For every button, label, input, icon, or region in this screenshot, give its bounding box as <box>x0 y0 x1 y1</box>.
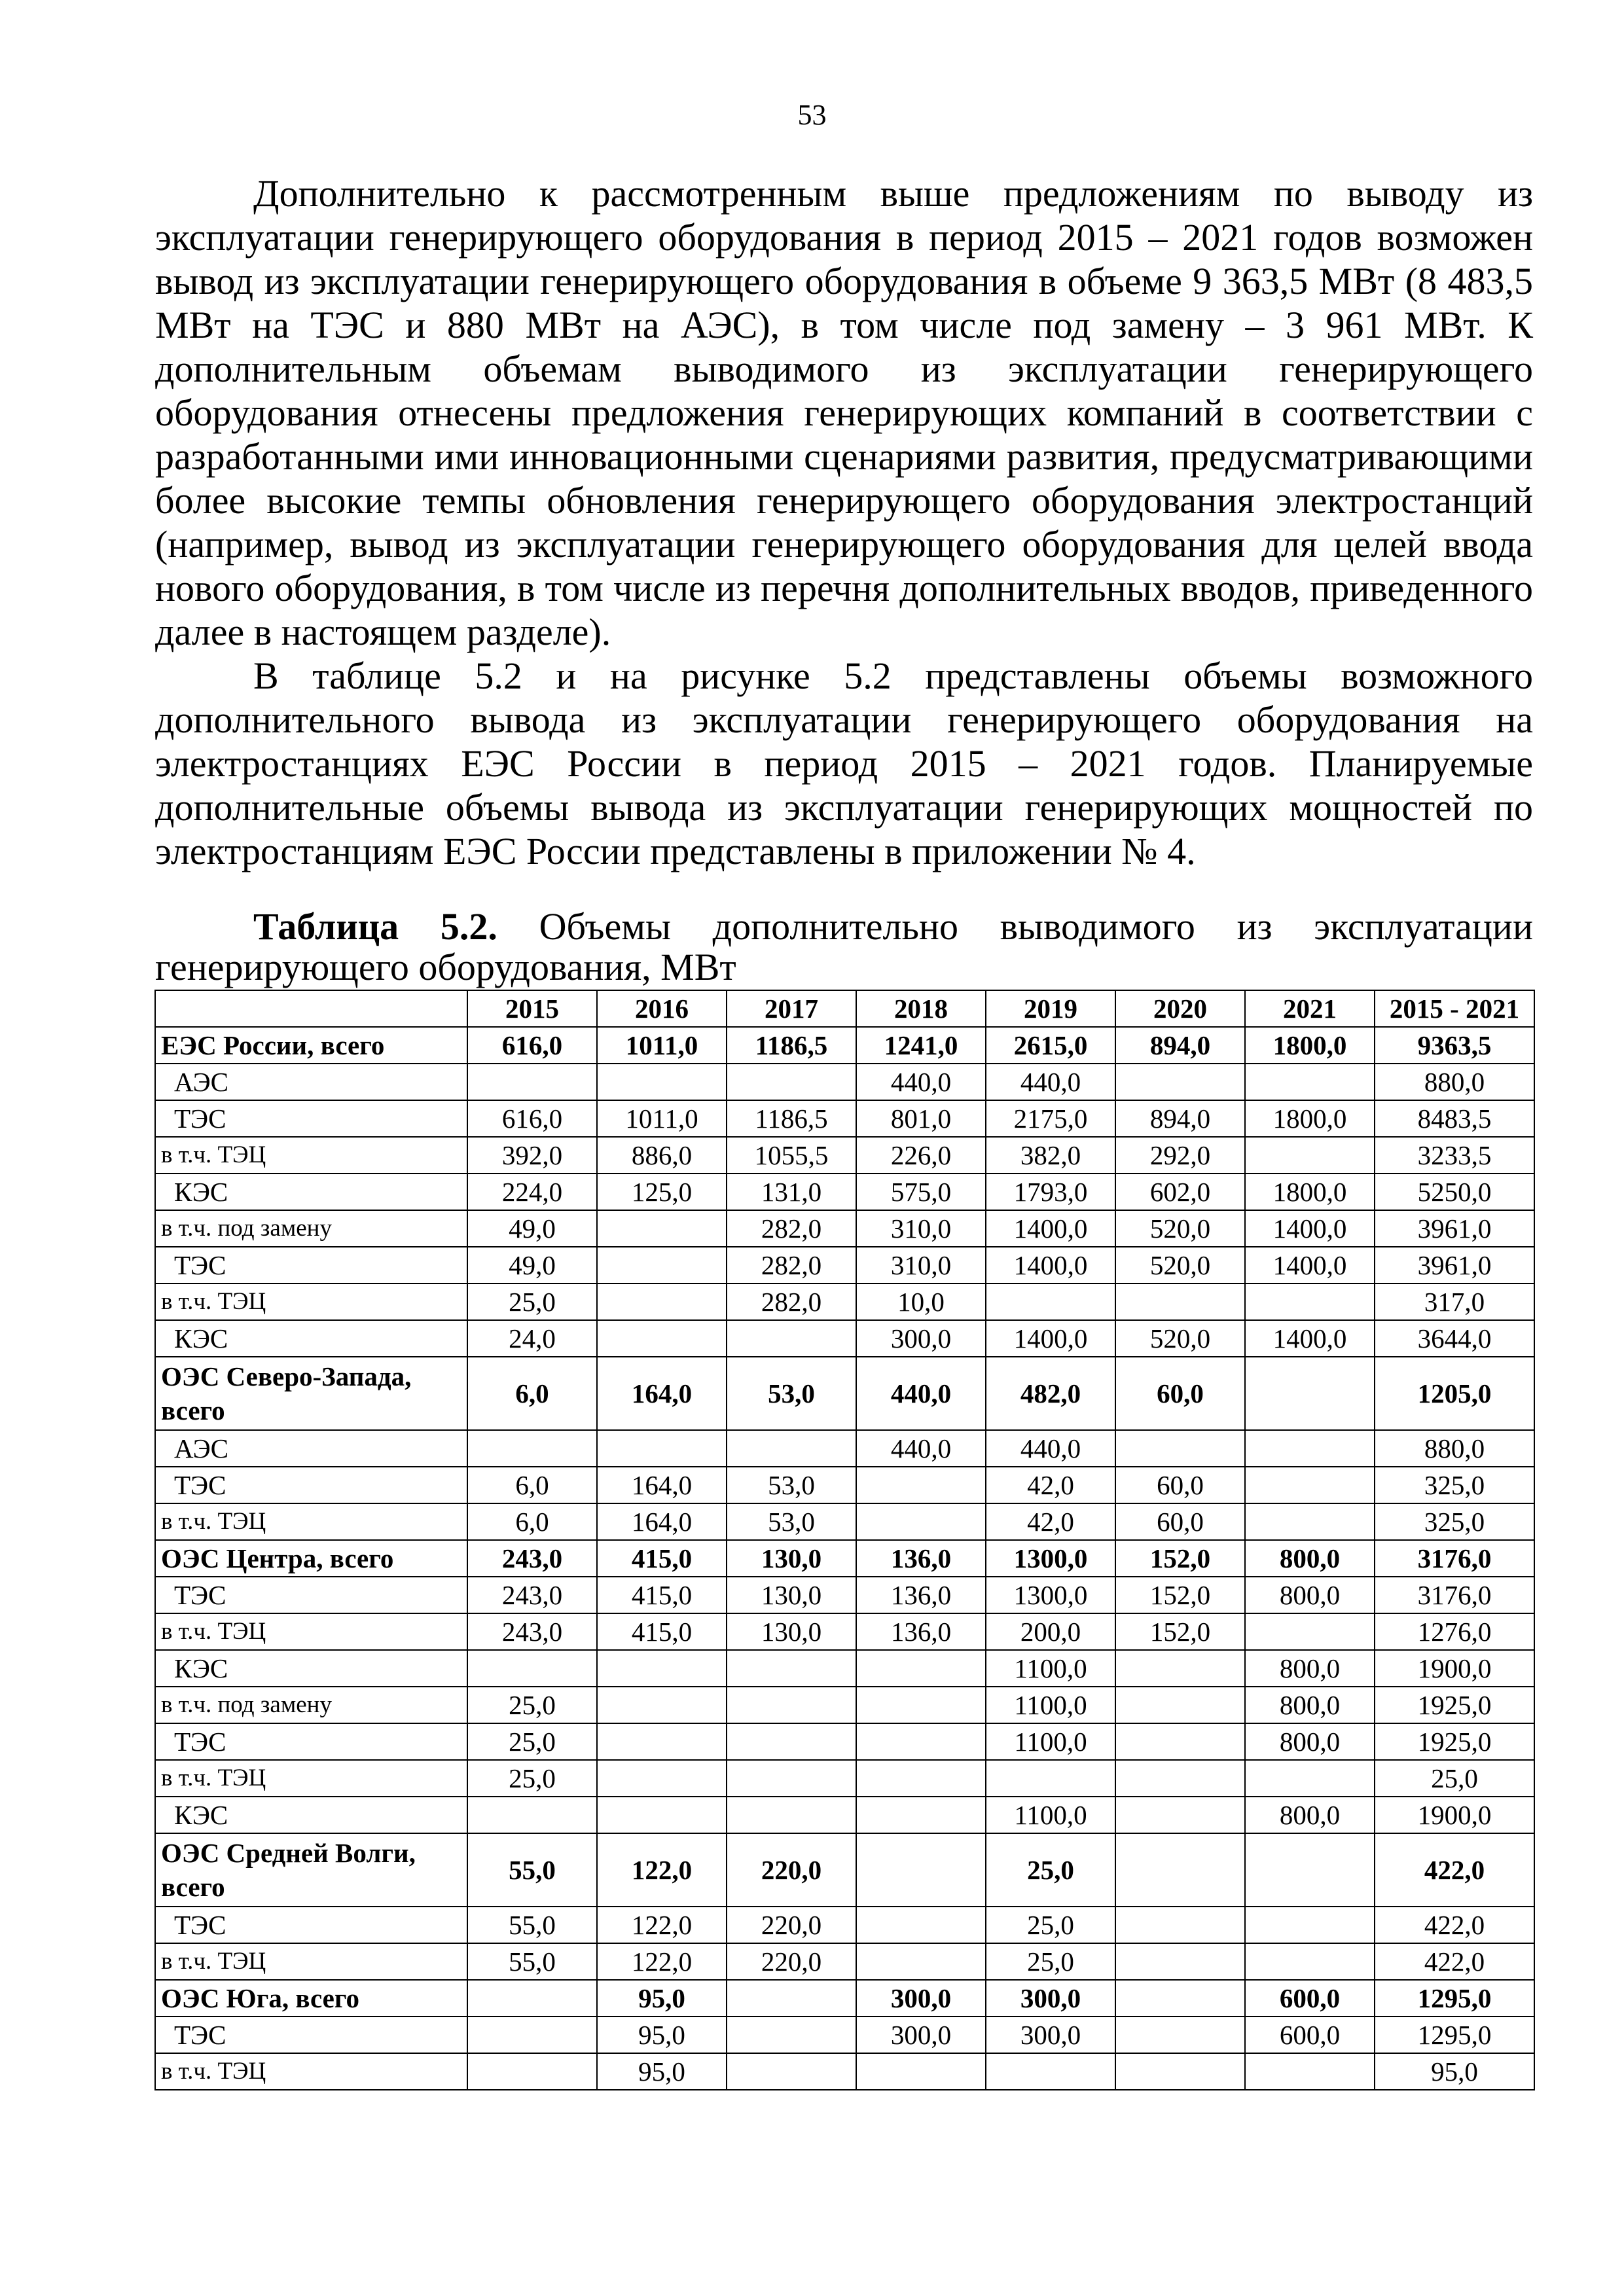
table-body <box>155 1027 1534 2090</box>
value-cell: 800,0 <box>1245 1540 1375 1577</box>
value-cell <box>1115 1650 1245 1687</box>
header-cell-year: 2016 <box>597 990 727 1027</box>
value-cell <box>1245 1430 1375 1467</box>
value-cell <box>467 2017 597 2053</box>
value-cell: 1900,0 <box>1375 1650 1534 1687</box>
value-cell: 136,0 <box>856 1540 986 1577</box>
value-cell <box>727 1430 856 1467</box>
value-cell: 55,0 <box>467 1833 597 1907</box>
value-cell <box>1245 1357 1375 1430</box>
value-cell: 3644,0 <box>1375 1320 1534 1357</box>
value-cell: 422,0 <box>1375 1943 1534 1980</box>
value-cell <box>1245 1760 1375 1797</box>
value-cell: 130,0 <box>727 1577 856 1613</box>
value-cell <box>1115 1943 1245 1980</box>
table-row <box>155 1064 1534 1100</box>
value-cell: 800,0 <box>1245 1650 1375 1687</box>
table-row <box>155 2053 1534 2090</box>
value-cell: 25,0 <box>467 1723 597 1760</box>
value-cell: 440,0 <box>986 1064 1115 1100</box>
value-cell <box>467 1430 597 1467</box>
value-cell <box>1115 1064 1245 1100</box>
value-cell: 200,0 <box>986 1613 1115 1650</box>
value-cell: 243,0 <box>467 1613 597 1650</box>
value-cell: 415,0 <box>597 1540 727 1577</box>
value-cell <box>1245 1613 1375 1650</box>
value-cell: 243,0 <box>467 1540 597 1577</box>
value-cell <box>1115 1833 1245 1907</box>
table-row <box>155 1283 1534 1320</box>
value-cell: 894,0 <box>1115 1100 1245 1137</box>
value-cell: 317,0 <box>1375 1283 1534 1320</box>
value-cell: 325,0 <box>1375 1503 1534 1540</box>
table-row <box>155 1210 1534 1247</box>
value-cell <box>986 2053 1115 2090</box>
value-cell: 800,0 <box>1245 1687 1375 1723</box>
row-label: в т.ч. ТЭЦ <box>155 1943 467 1980</box>
value-cell: 1100,0 <box>986 1723 1115 1760</box>
value-cell: 6,0 <box>467 1503 597 1540</box>
value-cell: 310,0 <box>856 1247 986 1283</box>
value-cell: 520,0 <box>1115 1247 1245 1283</box>
table-row <box>155 1540 1534 1577</box>
row-label: КЭС <box>155 1320 467 1357</box>
value-cell: 220,0 <box>727 1943 856 1980</box>
row-label: в т.ч. ТЭЦ <box>155 1760 467 1797</box>
value-cell: 122,0 <box>597 1907 727 1943</box>
value-cell <box>986 1283 1115 1320</box>
value-cell: 49,0 <box>467 1210 597 1247</box>
table-row <box>155 1320 1534 1357</box>
value-cell: 440,0 <box>856 1357 986 1430</box>
value-cell <box>1245 1283 1375 1320</box>
value-cell: 226,0 <box>856 1137 986 1174</box>
value-cell: 800,0 <box>1245 1797 1375 1833</box>
value-cell: 55,0 <box>467 1943 597 1980</box>
value-cell: 152,0 <box>1115 1577 1245 1613</box>
value-cell: 10,0 <box>856 1283 986 1320</box>
value-cell: 282,0 <box>727 1283 856 1320</box>
value-cell <box>1245 1503 1375 1540</box>
value-cell: 42,0 <box>986 1467 1115 1503</box>
value-cell: 575,0 <box>856 1174 986 1210</box>
value-cell: 440,0 <box>856 1064 986 1100</box>
value-cell: 1400,0 <box>986 1320 1115 1357</box>
value-cell: 1400,0 <box>1245 1210 1375 1247</box>
value-cell: 60,0 <box>1115 1357 1245 1430</box>
table-row <box>155 1174 1534 1210</box>
header-cell-year: 2020 <box>1115 990 1245 1027</box>
value-cell: 392,0 <box>467 1137 597 1174</box>
table-row <box>155 1613 1534 1650</box>
value-cell <box>1245 1467 1375 1503</box>
value-cell <box>1115 1430 1245 1467</box>
value-cell: 1800,0 <box>1245 1100 1375 1137</box>
value-cell: 53,0 <box>727 1357 856 1430</box>
value-cell: 602,0 <box>1115 1174 1245 1210</box>
value-cell: 1011,0 <box>597 1100 727 1137</box>
table-row <box>155 1687 1534 1723</box>
value-cell <box>1115 1723 1245 1760</box>
value-cell: 1400,0 <box>986 1247 1115 1283</box>
value-cell: 616,0 <box>467 1100 597 1137</box>
value-cell: 164,0 <box>597 1503 727 1540</box>
value-cell: 440,0 <box>856 1430 986 1467</box>
value-cell: 422,0 <box>1375 1833 1534 1907</box>
value-cell: 152,0 <box>1115 1540 1245 1577</box>
value-cell <box>727 2053 856 2090</box>
value-cell: 8483,5 <box>1375 1100 1534 1137</box>
value-cell: 25,0 <box>467 1687 597 1723</box>
value-cell <box>727 1797 856 1833</box>
value-cell: 1241,0 <box>856 1027 986 1064</box>
value-cell: 5250,0 <box>1375 1174 1534 1210</box>
table-row <box>155 1100 1534 1137</box>
value-cell: 880,0 <box>1375 1430 1534 1467</box>
row-label: АЭС <box>155 1430 467 1467</box>
table-row <box>155 1137 1534 1174</box>
value-cell <box>467 1650 597 1687</box>
value-cell: 1295,0 <box>1375 2017 1534 2053</box>
row-label: КЭС <box>155 1797 467 1833</box>
value-cell: 164,0 <box>597 1467 727 1503</box>
row-label: в т.ч. под замену <box>155 1687 467 1723</box>
value-cell: 415,0 <box>597 1577 727 1613</box>
value-cell: 1100,0 <box>986 1687 1115 1723</box>
value-cell: 292,0 <box>1115 1137 1245 1174</box>
value-cell: 224,0 <box>467 1174 597 1210</box>
value-cell: 482,0 <box>986 1357 1115 1430</box>
table-row <box>155 2017 1534 2053</box>
value-cell: 1186,5 <box>727 1027 856 1064</box>
value-cell: 600,0 <box>1245 1980 1375 2017</box>
value-cell: 300,0 <box>986 2017 1115 2053</box>
value-cell: 1205,0 <box>1375 1357 1534 1430</box>
value-cell: 415,0 <box>597 1613 727 1650</box>
value-cell: 440,0 <box>986 1430 1115 1467</box>
value-cell: 220,0 <box>727 1907 856 1943</box>
value-cell: 1900,0 <box>1375 1797 1534 1833</box>
value-cell <box>597 1283 727 1320</box>
value-cell: 1276,0 <box>1375 1613 1534 1650</box>
value-cell: 25,0 <box>986 1907 1115 1943</box>
row-label: КЭС <box>155 1174 467 1210</box>
value-cell: 1400,0 <box>986 1210 1115 1247</box>
table-row <box>155 1430 1534 1467</box>
value-cell: 600,0 <box>1245 2017 1375 2053</box>
value-cell: 894,0 <box>1115 1027 1245 1064</box>
value-cell: 1055,5 <box>727 1137 856 1174</box>
value-cell <box>727 2017 856 2053</box>
page-number: 53 <box>797 99 827 131</box>
value-cell <box>1115 1907 1245 1943</box>
value-cell: 886,0 <box>597 1137 727 1174</box>
value-cell: 1100,0 <box>986 1650 1115 1687</box>
value-cell: 95,0 <box>1375 2053 1534 2090</box>
value-cell: 2175,0 <box>986 1100 1115 1137</box>
value-cell: 6,0 <box>467 1467 597 1503</box>
value-cell: 300,0 <box>856 1320 986 1357</box>
table-caption-text: Объемы дополнительно выводимого из эксплуатации генерирующего оборудования, МВт <box>155 905 1534 988</box>
row-label: ТЭС <box>155 1723 467 1760</box>
value-cell: 53,0 <box>727 1503 856 1540</box>
value-cell: 125,0 <box>597 1174 727 1210</box>
value-cell <box>727 1980 856 2017</box>
table-row <box>155 1503 1534 1540</box>
value-cell: 1800,0 <box>1245 1027 1375 1064</box>
header-cell-year: 2017 <box>727 990 856 1027</box>
row-label: ТЭС <box>155 1577 467 1613</box>
value-cell <box>1245 1833 1375 1907</box>
value-cell: 131,0 <box>727 1174 856 1210</box>
value-cell: 9363,5 <box>1375 1027 1534 1064</box>
value-cell: 1295,0 <box>1375 1980 1534 2017</box>
row-label: КЭС <box>155 1650 467 1687</box>
row-label: ТЭС <box>155 1247 467 1283</box>
value-cell <box>597 1064 727 1100</box>
row-label: ОЭС Юга, всего <box>155 1980 467 2017</box>
value-cell: 95,0 <box>597 2053 727 2090</box>
value-cell: 2615,0 <box>986 1027 1115 1064</box>
value-cell: 1186,5 <box>727 1100 856 1137</box>
value-cell: 1400,0 <box>1245 1320 1375 1357</box>
row-label: ОЭС Средней Волги, всего <box>155 1833 467 1907</box>
header-cell-year: 2018 <box>856 990 986 1027</box>
value-cell: 880,0 <box>1375 1064 1534 1100</box>
value-cell: 300,0 <box>856 2017 986 2053</box>
value-cell <box>1115 1797 1245 1833</box>
value-cell: 3233,5 <box>1375 1137 1534 1174</box>
value-cell: 243,0 <box>467 1577 597 1613</box>
value-cell: 49,0 <box>467 1247 597 1283</box>
value-cell: 1793,0 <box>986 1174 1115 1210</box>
value-cell <box>1245 1943 1375 1980</box>
value-cell: 282,0 <box>727 1210 856 1247</box>
value-cell <box>856 1943 986 1980</box>
value-cell <box>1245 1907 1375 1943</box>
value-cell <box>727 1650 856 1687</box>
header-cell-year: 2021 <box>1245 990 1375 1027</box>
value-cell <box>856 1760 986 1797</box>
value-cell: 122,0 <box>597 1943 727 1980</box>
value-cell <box>467 1980 597 2017</box>
value-cell <box>856 1907 986 1943</box>
value-cell <box>856 2053 986 2090</box>
value-cell: 24,0 <box>467 1320 597 1357</box>
value-cell <box>597 1210 727 1247</box>
value-cell <box>1115 1760 1245 1797</box>
value-cell: 220,0 <box>727 1833 856 1907</box>
table-row <box>155 1027 1534 1064</box>
value-cell <box>727 1760 856 1797</box>
value-cell: 25,0 <box>467 1760 597 1797</box>
value-cell <box>597 1247 727 1283</box>
value-cell <box>1245 1137 1375 1174</box>
value-cell: 152,0 <box>1115 1613 1245 1650</box>
row-label: ЕЭС России, всего <box>155 1027 467 1064</box>
value-cell <box>597 1687 727 1723</box>
value-cell <box>1115 1687 1245 1723</box>
value-cell <box>727 1723 856 1760</box>
value-cell <box>856 1797 986 1833</box>
table-row <box>155 1357 1534 1430</box>
value-cell: 1300,0 <box>986 1540 1115 1577</box>
value-cell <box>1245 1064 1375 1100</box>
row-label: в т.ч. ТЭЦ <box>155 1613 467 1650</box>
value-cell <box>597 1430 727 1467</box>
value-cell: 60,0 <box>1115 1467 1245 1503</box>
value-cell: 800,0 <box>1245 1723 1375 1760</box>
row-label: ОЭС Северо-Запада, всего <box>155 1357 467 1430</box>
value-cell: 136,0 <box>856 1577 986 1613</box>
row-label: ТЭС <box>155 2017 467 2053</box>
value-cell: 3961,0 <box>1375 1210 1534 1247</box>
value-cell: 1400,0 <box>1245 1247 1375 1283</box>
value-cell: 55,0 <box>467 1907 597 1943</box>
value-cell: 422,0 <box>1375 1907 1534 1943</box>
value-cell: 300,0 <box>986 1980 1115 2017</box>
table-row <box>155 1797 1534 1833</box>
value-cell <box>1245 2053 1375 2090</box>
row-label: в т.ч. ТЭЦ <box>155 1283 467 1320</box>
header-cell-year: 2015 <box>467 990 597 1027</box>
value-cell <box>856 1723 986 1760</box>
value-cell <box>1115 2017 1245 2053</box>
header-cell-label <box>155 990 467 1027</box>
table-row <box>155 1907 1534 1943</box>
value-cell <box>467 1064 597 1100</box>
value-cell: 122,0 <box>597 1833 727 1907</box>
value-cell: 1925,0 <box>1375 1687 1534 1723</box>
value-cell: 136,0 <box>856 1613 986 1650</box>
value-cell <box>597 1723 727 1760</box>
value-cell: 130,0 <box>727 1613 856 1650</box>
table-row <box>155 1760 1534 1797</box>
row-label: в т.ч. ТЭЦ <box>155 1137 467 1174</box>
value-cell: 25,0 <box>1375 1760 1534 1797</box>
value-cell: 616,0 <box>467 1027 597 1064</box>
value-cell: 800,0 <box>1245 1577 1375 1613</box>
value-cell <box>467 1797 597 1833</box>
value-cell <box>727 1320 856 1357</box>
value-cell: 1011,0 <box>597 1027 727 1064</box>
paragraph-2: В таблице 5.2 и на рисунке 5.2 представлены объемы возможного дополнительного вывода из эксплуатации генерирующего оборудования на электростанциях ЕЭС России в период 2015 – 2021 годов. Планируемые дополнительные объемы вывода из эксплуатации генерирующих мощностей по электростанциям ЕЭС России представлены в приложении № 4. <box>155 655 1533 872</box>
value-cell <box>856 1467 986 1503</box>
row-label: ОЭС Центра, всего <box>155 1540 467 1577</box>
table-row <box>155 1943 1534 1980</box>
value-cell: 60,0 <box>1115 1503 1245 1540</box>
table-caption-label: Таблица 5.2. <box>253 905 497 948</box>
value-cell: 3176,0 <box>1375 1577 1534 1613</box>
value-cell: 1300,0 <box>986 1577 1115 1613</box>
value-cell <box>856 1503 986 1540</box>
value-cell <box>727 1687 856 1723</box>
table-row <box>155 1467 1534 1503</box>
table-row <box>155 1980 1534 2017</box>
table-row <box>155 1650 1534 1687</box>
value-cell <box>597 1760 727 1797</box>
row-label: ТЭС <box>155 1100 467 1137</box>
value-cell: 25,0 <box>467 1283 597 1320</box>
table-row <box>155 1833 1534 1907</box>
value-cell: 6,0 <box>467 1357 597 1430</box>
value-cell: 300,0 <box>856 1980 986 2017</box>
value-cell: 25,0 <box>986 1943 1115 1980</box>
row-label: ТЭС <box>155 1907 467 1943</box>
row-label: в т.ч. ТЭЦ <box>155 1503 467 1540</box>
value-cell: 25,0 <box>986 1833 1115 1907</box>
row-label: в т.ч. под замену <box>155 1210 467 1247</box>
header-row <box>155 990 1534 1027</box>
row-label: ТЭС <box>155 1467 467 1503</box>
decommissioning-table <box>154 990 1535 2090</box>
row-label: в т.ч. ТЭЦ <box>155 2053 467 2090</box>
value-cell: 164,0 <box>597 1357 727 1430</box>
value-cell: 95,0 <box>597 1980 727 2017</box>
value-cell <box>1115 1980 1245 2017</box>
table-row <box>155 1723 1534 1760</box>
paragraph-1: Дополнительно к рассмотренным выше предложениям по выводу из эксплуатации генерирующего оборудования в период 2015 – 2021 годов возможен вывод из эксплуатации генерирующего оборудования в объеме 9 363,5 МВт (8 483,5 МВт на ТЭС и 880 МВт на АЭС), в том числе под замену – 3 961 МВт. К дополнительным объемам выводимого из эксплуатации генерирующего оборудования отнесены предложения генерирующих компаний в соответствии с разработанными ими инновационными сценариями развития, предусматривающими более высокие темпы обновления генерирующего оборудования электростанций (например, вывод из эксплуатации генерирующего оборудования для целей ввода нового оборудования, в том числе из перечня дополнительных вводов, приведенного далее в настоящем разделе). <box>155 172 1533 653</box>
value-cell: 801,0 <box>856 1100 986 1137</box>
value-cell: 520,0 <box>1115 1210 1245 1247</box>
value-cell: 325,0 <box>1375 1467 1534 1503</box>
value-cell <box>597 1650 727 1687</box>
value-cell: 1800,0 <box>1245 1174 1375 1210</box>
value-cell: 1100,0 <box>986 1797 1115 1833</box>
value-cell: 3176,0 <box>1375 1540 1534 1577</box>
value-cell: 42,0 <box>986 1503 1115 1540</box>
header-cell-year: 2015 - 2021 <box>1375 990 1534 1027</box>
value-cell <box>597 1320 727 1357</box>
value-cell: 382,0 <box>986 1137 1115 1174</box>
table-caption <box>155 906 1533 988</box>
header-cell-year: 2019 <box>986 990 1115 1027</box>
value-cell <box>856 1687 986 1723</box>
value-cell <box>856 1833 986 1907</box>
value-cell <box>856 1650 986 1687</box>
table-row <box>155 1247 1534 1283</box>
value-cell <box>986 1760 1115 1797</box>
value-cell <box>727 1064 856 1100</box>
row-label: АЭС <box>155 1064 467 1100</box>
value-cell <box>1115 2053 1245 2090</box>
value-cell: 1925,0 <box>1375 1723 1534 1760</box>
value-cell: 130,0 <box>727 1540 856 1577</box>
value-cell: 95,0 <box>597 2017 727 2053</box>
value-cell <box>1115 1283 1245 1320</box>
table-header <box>155 990 1534 1027</box>
value-cell: 53,0 <box>727 1467 856 1503</box>
value-cell: 520,0 <box>1115 1320 1245 1357</box>
value-cell <box>467 2053 597 2090</box>
body-text <box>155 171 1533 873</box>
value-cell <box>597 1797 727 1833</box>
value-cell: 282,0 <box>727 1247 856 1283</box>
value-cell: 3961,0 <box>1375 1247 1534 1283</box>
value-cell: 310,0 <box>856 1210 986 1247</box>
table-row <box>155 1577 1534 1613</box>
